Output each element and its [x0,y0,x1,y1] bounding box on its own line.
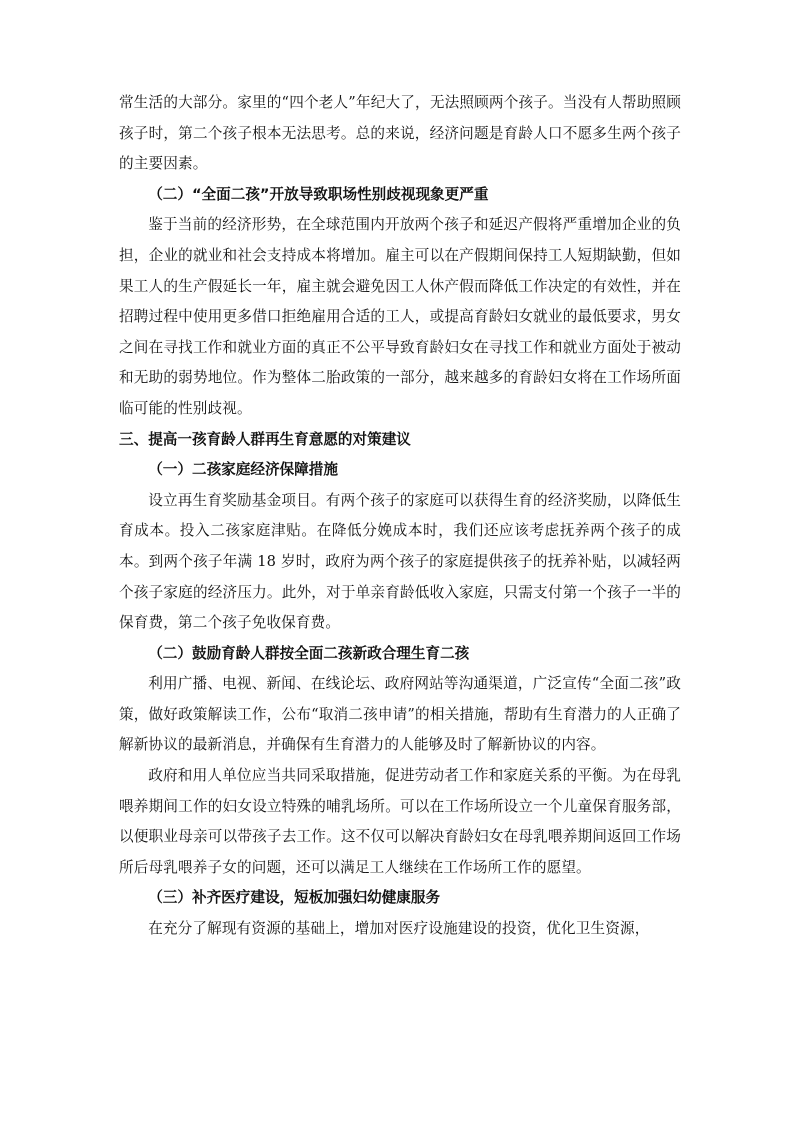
section-heading-3-3: （三）补齐医疗建设，短板加强妇幼健康服务 [148,889,441,907]
section-heading-3-1: （一）二孩家庭经济保障措施 [148,461,338,479]
body-paragraph-6: 在充分了解现有资源的基础上，增加对医疗设施建设的投资，优化卫生资源， [148,920,650,938]
document-page [119,88,681,945]
section-heading-3-2: （二）鼓励育龄人群按全面二孩新政合理生育二孩 [148,644,470,662]
body-paragraph-2: 鉴于当前的经济形势，在全球范围内开放两个孩子和延迟产假将严重增加企业的负担，企业的就业和社会支持成本将增加。雇主可以在产假期间保持工人短期缺勤，但如果工人的生产假延长一年，雇主就会避免因工人休产假而降低工作决定的有效性，并在招聘过程中使用更多借口拒绝雇用合适的工人，或提高育龄妇女就业的最低要求，男女之间在寻找工作和就业方面的真正不公平导致育龄妇女在寻找工作和就业方面处于被动和无助的弱势地位。作为整体二胎政策的一部分，越来越多的育龄妇女将在工作场所面临可能的性别歧视。 [119,216,681,417]
body-paragraph-1: 常生活的大部分。家里的“四个老人”年纪大了，无法照顾两个孩子。当没有人帮助照顾孩子时，第二个孩子根本无法思考。总的来说，经济问题是育龄人口不愿多生两个孩子的主要因素。 [119,94,681,173]
body-paragraph-3: 设立再生育奖励基金项目。有两个孩子的家庭可以获得生育的经济奖励，以降低生育成本。投入二孩家庭津贴。在降低分娩成本时，我们还应该考虑抚养两个孩子的成本。到两个孩子年满 18 岁时，政府为两个孩子的家庭提供孩子的抚养补贴，以减轻两个孩子家庭的经济压力。此外，对于单亲育龄低收入家庭，只需支付第一个孩子一半的保育费，第二个孩子免收保育费。 [119,491,681,632]
body-paragraph-4: 利用广播、电视、新闻、在线论坛、政府网站等沟通渠道，广泛宣传“全面二孩”政策，做好政策解读工作，公布“取消二孩申请”的相关措施，帮助有生育潜力的人正确了解新协议的最新消息，并确保有生育潜力的人能够及时了解新协议的内容。 [119,675,681,754]
body-paragraph-5: 政府和用人单位应当共同采取措施，促进劳动者工作和家庭关系的平衡。为在母乳喂养期间工作的妇女设立特殊的哺乳场所。可以在工作场所设立一个儿童保育服务部，以便职业母亲可以带孩子去工作。这不仅可以解决育龄妇女在母乳喂养期间返回工作场所后母乳喂养子女的问题，还可以满足工人继续在工作场所工作的愿望。 [119,767,681,876]
section-heading-2-2: （二）“全面二孩”开放导致职场性别歧视现象更严重 [148,185,489,203]
chapter-heading-3: 三、提高一孩育龄人群再生育意愿的对策建议 [119,430,411,448]
